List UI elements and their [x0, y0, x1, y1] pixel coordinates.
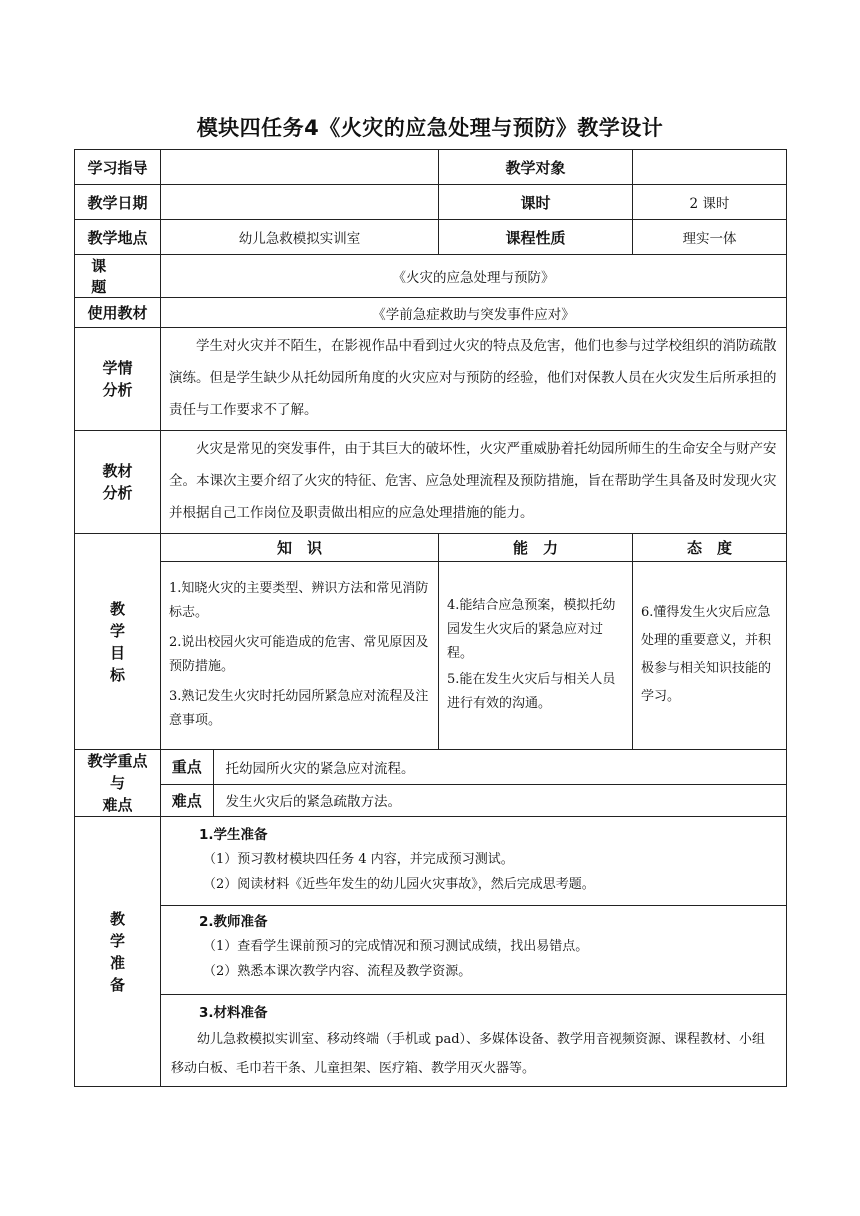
label-goals: 教 学 目 标 — [75, 534, 161, 750]
teacher-prep-item: （2）熟悉本课次教学内容、流程及教学资源。 — [203, 964, 472, 979]
label-date: 教学日期 — [75, 185, 161, 220]
difficulty-label: 难点 — [161, 784, 213, 816]
value-place: 幼儿急救模拟实训室 — [161, 220, 439, 255]
label-student-analysis: 学情 分析 — [75, 328, 161, 431]
teacher-prep — [161, 906, 786, 995]
lesson-plan-table — [74, 149, 787, 1087]
material-prep — [161, 995, 786, 1083]
goals-knowledge: 1.知晓火灾的主要类型、辨识方法和常见消防标志。 2.说出校园火灾可能造成的危害、常见原因及预防措施。 3.熟记发生火灾时托幼园所紧急应对流程及注意事项。 — [161, 562, 439, 750]
label-target: 教学对象 — [439, 150, 633, 185]
keypoints-table — [161, 750, 786, 816]
value-date — [161, 185, 439, 220]
label-material-analysis: 教材 分析 — [75, 431, 161, 534]
label-hours: 课时 — [439, 185, 633, 220]
teacher-prep-item: （1）查看学生课前预习的完成情况和预习测试成绩，找出易错点。 — [203, 939, 589, 954]
value-hours: 2 课时 — [633, 185, 787, 220]
goals-header-attitude: 态 度 — [633, 534, 787, 562]
goals-header-ability: 能 力 — [439, 534, 633, 562]
key-text: 托幼园所火灾的紧急应对流程。 — [213, 750, 786, 784]
goals-header-knowledge: 知 识 — [161, 534, 439, 562]
value-target — [633, 150, 787, 185]
value-topic: 《火灾的应急处理与预防》 — [161, 255, 787, 298]
student-prep-item: （2）阅读材料《近些年发生的幼儿园火灾事故》，然后完成思考题。 — [203, 877, 595, 892]
value-guide — [161, 150, 439, 185]
student-prep — [161, 817, 786, 906]
material-prep-title: 3.材料准备 — [199, 1005, 268, 1021]
value-nature: 理实一体 — [633, 220, 787, 255]
difficulty-text: 发生火灾后的紧急疏散方法。 — [225, 794, 401, 811]
goals-ability: 4.能结合应急预案，模拟托幼园发生火灾后的紧急应对过程。 5.能在发生火灾后与相关人员进行有效的沟通。 — [439, 562, 633, 750]
student-analysis-text: 学生对火灾并不陌生，在影视作品中看到过火灾的特点及危害，他们也参与过学校组织的消防疏散演练。但是学生缺少从托幼园所角度的火灾应对与预防的经验，他们对保教人员在火灾发生后所承担的责任与工作要求不了解。 — [161, 328, 787, 431]
key-label: 重点 — [161, 750, 213, 784]
keypoints-cell — [161, 750, 787, 817]
page-title: 模块四任务4《火灾的应急处理与预防》教学设计 — [196, 116, 664, 140]
label-prep: 教 学 准 备 — [75, 817, 161, 1087]
student-prep-title: 1.学生准备 — [199, 827, 268, 843]
label-keypoints: 教学重点 与 难点 — [75, 750, 161, 817]
label-nature: 课程性质 — [439, 220, 633, 255]
teacher-prep-title: 2.教师准备 — [199, 914, 268, 930]
label-guide: 学习指导 — [75, 150, 161, 185]
student-prep-item: （1）预习教材模块四任务 4 内容，并完成预习测试。 — [203, 852, 514, 867]
value-textbook: 《学前急症救助与突发事件应对》 — [161, 298, 787, 328]
label-topic: 课题 — [75, 255, 161, 298]
label-textbook: 使用教材 — [75, 298, 161, 328]
goals-attitude: 6.懂得发生火灾后应急处理的重要意义，并积极参与相关知识技能的学习。 — [633, 562, 787, 750]
material-prep-text: 幼儿急救模拟实训室、移动终端（手机或 pad）、多媒体设备、教学用音视频资源、课程教材、小组移动白板、毛巾若干条、儿童担架、医疗箱、教学用灭火器等。 — [171, 1032, 766, 1076]
prep-cell — [161, 817, 787, 1087]
material-analysis-text: 火灾是常见的突发事件，由于其巨大的破坏性，火灾严重威胁着托幼园所师生的生命安全与财产安全。本课次主要介绍了火灾的特征、危害、应急处理流程及预防措施，旨在帮助学生具备及时发现火灾并根据自己工作岗位及职责做出相应的应急处理措施的能力。 — [161, 431, 787, 534]
label-place: 教学地点 — [75, 220, 161, 255]
